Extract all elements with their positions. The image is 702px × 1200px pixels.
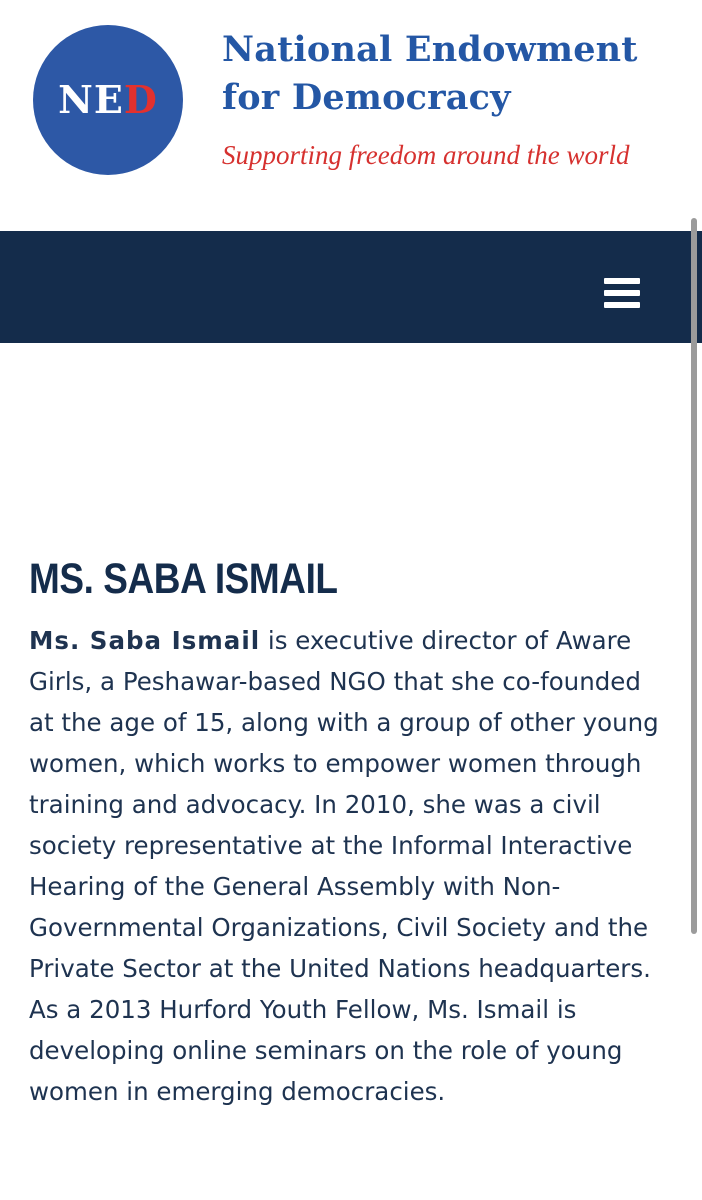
logo-letters xyxy=(58,77,158,122)
menu-bar-top xyxy=(604,278,640,284)
main-nav-bar xyxy=(0,231,702,343)
hamburger-menu-icon[interactable] xyxy=(604,278,640,308)
profile-heading: MS. SABA ISMAIL xyxy=(29,555,338,603)
ned-logo[interactable] xyxy=(33,25,183,175)
bio-lead-name: Ms. Saba Ismail xyxy=(29,626,261,655)
bio-text: is executive director of Aware Girls, a Peshawar-based NGO that she co-founded at the age of 15, along with a group of other young women, which works to empower women through training and advocacy. In 2010, she was a civil society representative at the Informal Interactive Hearing of the General Assembly with Non-Governmental Organizations, Civil Society and the Private Sector at the United Nations headquarters. As a 2013 Hurford Youth Fellow, Ms. Ismail is developing online seminars on the role of young women in emerging democracies. xyxy=(29,626,659,1106)
page-scrollbar[interactable] xyxy=(691,218,697,934)
site-title[interactable] xyxy=(222,26,638,122)
menu-bar-middle xyxy=(604,290,640,296)
profile-content xyxy=(29,552,669,1112)
logo-letters-ne: NE xyxy=(58,77,124,122)
site-title-line-1: National Endowment xyxy=(222,29,638,70)
logo-letter-d: D xyxy=(123,77,158,122)
site-header xyxy=(0,0,702,230)
menu-bar-bottom xyxy=(604,302,640,308)
site-title-line-2: for Democracy xyxy=(222,77,511,118)
site-tagline: Supporting freedom around the world xyxy=(222,140,630,170)
profile-bio xyxy=(29,620,669,1112)
